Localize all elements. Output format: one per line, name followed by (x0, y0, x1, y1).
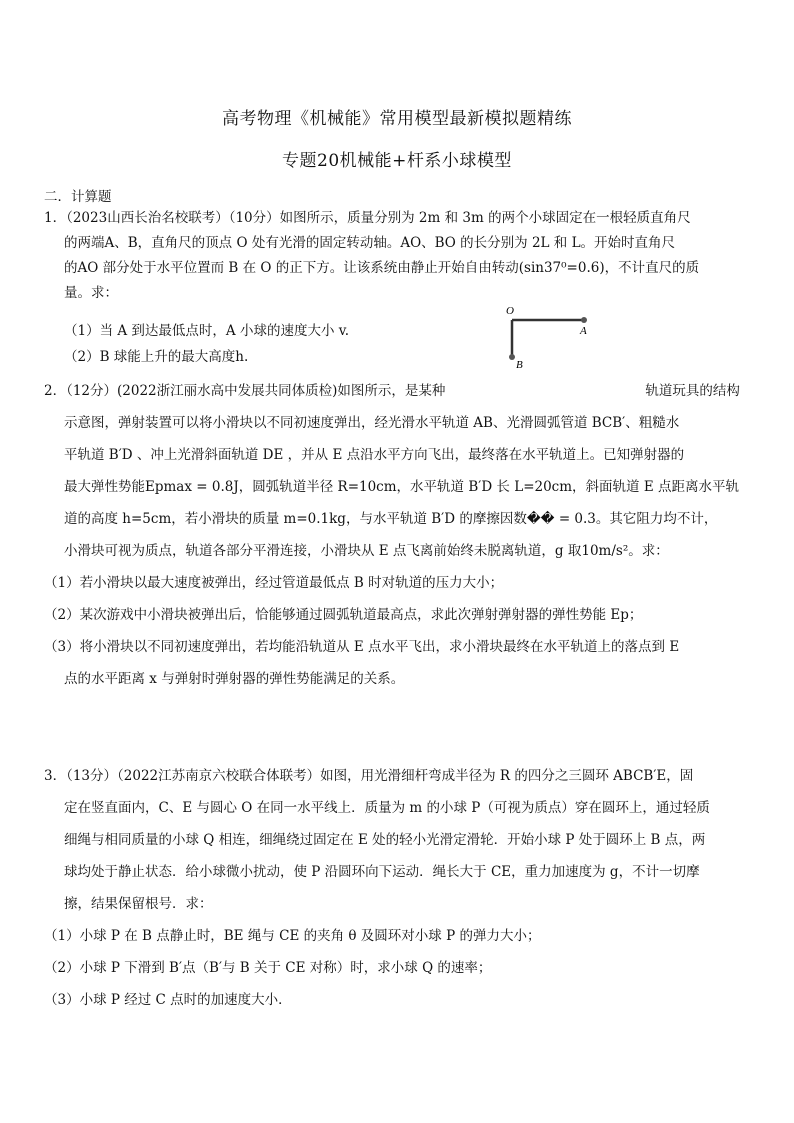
question-3 (44, 760, 756, 1016)
ball-a (581, 317, 587, 323)
q3-line-1: 3．（13分）（2022江苏南京六校联合体联考）如图，用光滑细杆弯成半径为 R 的四分之三圆环 ABCB′E，固 (44, 768, 694, 784)
q2-subquestion-2: （2）某次游戏中小滑块被弹出后，恰能够通过圆弧轨道最高点，求此次弹射弹射器的弹性势能 Ep； (44, 607, 643, 623)
label-o: O (506, 305, 514, 317)
question-1 (44, 206, 756, 306)
q2-subquestion-3: （3）将小滑块以不同初速度弹出，若均能沿轨道从 E 点水平飞出，求小滑块最终在水平轨道上的落点到 E (44, 639, 680, 655)
q1-line-3: 的AO 部分处于水平位置而 B 在 O 的正下方。让该系统由静止开始自由转动(sin37⁰=0.6)，不计直尺的质 (64, 260, 700, 276)
document-title: 高考物理《机械能》常用模型最新模拟题精练 (222, 109, 572, 129)
q1-subquestion-2: （2）B 球能上升的最大高度h. (64, 349, 249, 365)
q3-line-2: 定在竖直面内，C、E 与圆心 O 在同一水平线上．质量为 m 的小球 P（可视为质点）穿在圆环上，通过轻质 (64, 800, 710, 816)
q3-subquestion-3: （3）小球 P 经过 C 点时的加速度大小． (44, 992, 292, 1008)
q2-line-2: 示意图，弹射装置可以将小滑块以不同初速度弹出，经光滑水平轨道 AB、光滑圆弧管道 BCB′、粗糙水 (64, 415, 680, 431)
q2-line-4: 最大弹性势能Epmax = 0.8J，圆弧轨道半径 R=10cm，水平轨道 B′D 长 L=20cm，斜面轨道 E 点距离水平轨 (64, 479, 739, 495)
document-subtitle: 专题20机械能+杆系小球模型 (282, 151, 512, 171)
question-2 (44, 375, 756, 695)
q2-line-1 (44, 375, 756, 407)
q3-line-4: 球均处于静止状态．给小球微小扰动，使 P 沿圆环向下运动．绳长大于 CE，重力加速度为 g，不计一切摩 (64, 864, 700, 880)
q2-subquestion-1: （1）若小滑块以最大速度被弹出，经过管道最低点 B 时对轨道的压力大小； (44, 575, 504, 591)
ball-b (509, 354, 515, 360)
label-b: B (516, 359, 523, 371)
q1-line-1: 1．（2023山西长治名校联考）（10分）如图所示，质量分别为 2m 和 3m 的两个小球固定在一根轻质直角尺 (44, 210, 691, 226)
q2-subquestion-3-cont: 点的水平距离 x 与弹射时弹射器的弹性势能满足的关系。 (64, 671, 405, 687)
q2-line-1-start: 2．（12分）(2022浙江丽水高中发展共同体质检)如图所示，是某种 (44, 383, 446, 399)
label-a: A (580, 325, 587, 337)
q3-line-3: 细绳与相同质量的小球 Q 相连，细绳绕过固定在 E 处的轻小光滑定滑轮．开始小球 P 处于圆环上 B 点，两 (64, 832, 706, 848)
q2-line-3: 平轨道 B′D 、冲上光滑斜面轨道 DE ，并从 E 点沿水平方向飞出，最终落在水平轨道上。已知弹射器的 (64, 447, 685, 463)
q3-subquestion-2: （2）小球 P 下滑到 B′点（B′与 B 关于 CE 对称）时，求小球 Q 的速率； (44, 960, 492, 976)
q1-line-2: 的两端A、B，直角尺的顶点 O 处有光滑的固定转动轴。AO、BO 的长分别为 2L 和 L。开始时直角尺 (64, 235, 676, 251)
q1-subquestion-1: （1）当 A 到达最低点时，A 小球的速度大小 v. (64, 323, 350, 339)
q2-line-5: 道的高度 h=5cm，若小滑块的质量 m=0.1kg，与水平轨道 B′D 的摩擦因数�� = 0.3。其它阻力均不计， (64, 511, 718, 527)
q2-line-1-end: 轨道玩具的结构 (645, 383, 740, 399)
right-angle-ruler-diagram (500, 302, 610, 372)
q1-line-4: 量。求： (64, 285, 118, 301)
q3-line-5: 擦，结果保留根号．求： (64, 896, 213, 912)
q3-subquestion-1: （1）小球 P 在 B 点静止时，BE 绳与 CE 的夹角 θ 及圆环对小球 P 的弹力大小； (44, 928, 541, 944)
q2-line-6: 小滑块可视为质点，轨道各部分平滑连接，小滑块从 E 点飞离前始终未脱离轨道，g 取10m/s²。求： (64, 543, 669, 559)
section-heading: 二．计算题 (44, 189, 112, 205)
